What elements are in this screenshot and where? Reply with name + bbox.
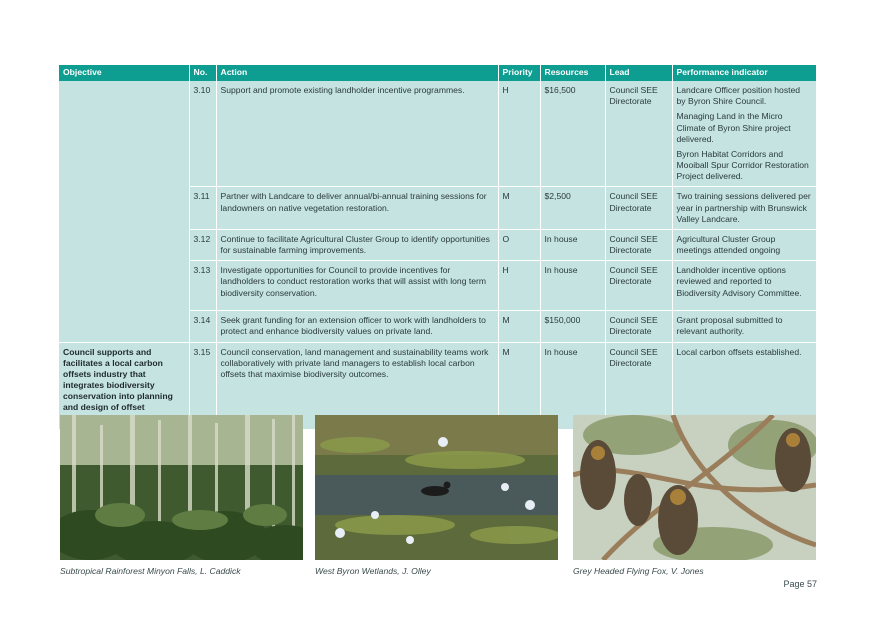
row-number: 3.12: [189, 229, 216, 260]
performance-line: Managing Land in the Micro Climate of Byron Shire project delivered.: [676, 111, 791, 144]
performance-line: Agricultural Cluster Group meetings attended ongoing: [676, 233, 781, 256]
row-lead: Council SEE Directorate: [605, 187, 672, 230]
header-action: Action: [216, 65, 498, 81]
rainforest-image: [60, 415, 303, 560]
row-lead: Council SEE Directorate: [605, 342, 672, 429]
page-number: Page 57: [783, 579, 817, 589]
wetlands-image: [315, 415, 558, 560]
row-priority: M: [498, 187, 540, 230]
performance-line: Local carbon offsets established.: [676, 346, 802, 357]
photo-caption: Grey Headed Flying Fox, V. Jones: [573, 566, 704, 576]
header-lead: Lead: [605, 65, 672, 81]
photo-caption: Subtropical Rainforest Minyon Falls, L. Caddick: [60, 566, 241, 576]
wetlands-photo: [315, 415, 558, 560]
row-lead: Council SEE Directorate: [605, 81, 672, 187]
header-objective: Objective: [59, 65, 189, 81]
row-priority: M: [498, 311, 540, 342]
objective-cell: [59, 81, 189, 342]
performance-line: Landcare Officer position hosted by Byron Shire Council.: [676, 85, 801, 107]
flying-fox-photo: [573, 415, 816, 560]
row-resources: $16,500: [540, 81, 605, 187]
row-number: 3.15: [189, 342, 216, 429]
table-row: [59, 81, 816, 187]
row-performance: [672, 81, 816, 187]
header-performance-indicator: Performance indicator: [672, 65, 816, 81]
header-priority: Priority: [498, 65, 540, 81]
performance-line: Two training sessions delivered per year in partnership with Brunswick Valley Landcare.: [676, 191, 811, 224]
performance-line: Byron Habitat Corridors and Mooiball Spur Corridor Restoration Project delivered.: [676, 148, 809, 182]
row-resources: In house: [540, 261, 605, 311]
objective-cell: Council supports and facilitates a local carbon offsets industry that integrates biodiversity conservation into planning and design of offset: [59, 342, 189, 429]
header-resources: Resources: [540, 65, 605, 81]
row-priority: O: [498, 229, 540, 260]
row-action: Partner with Landcare to deliver annual/bi-annual training sessions for landowners on native vegetation restoration.: [216, 187, 498, 230]
row-action: Continue to facilitate Agricultural Cluster Group to identify opportunities for sustainable farming improvements.: [216, 229, 498, 260]
row-number: 3.14: [189, 311, 216, 342]
row-resources: $150,000: [540, 311, 605, 342]
row-action: Council conservation, land management and sustainability teams work collaboratively with private land managers to establish local carbon offsets that maximise biodiversity outcomes.: [216, 342, 498, 429]
row-lead: Council SEE Directorate: [605, 229, 672, 260]
row-performance: [672, 261, 816, 311]
row-lead: Council SEE Directorate: [605, 311, 672, 342]
row-number: 3.10: [189, 81, 216, 187]
row-action: Investigate opportunities for Council to provide incentives for landholders to conduct restoration works that will assist with long term biodiversity conservation.: [216, 261, 498, 311]
action-plan-table: [59, 65, 817, 430]
performance-line: Landholder incentive options reviewed and reported to Biodiversity Advisory Committee.: [676, 265, 802, 298]
row-priority: M: [498, 342, 540, 429]
performance-line: Grant proposal submitted to relevant authority.: [676, 315, 783, 337]
row-number: 3.13: [189, 261, 216, 311]
row-action: Support and promote existing landholder incentive programmes.: [216, 81, 498, 187]
header-no: No.: [189, 65, 216, 81]
row-number: 3.11: [189, 187, 216, 230]
row-action: Seek grant funding for an extension officer to work with landholders to protect and enhance biodiversity values on private land.: [216, 311, 498, 342]
photo-caption: West Byron Wetlands, J. Olley: [315, 566, 431, 576]
row-priority: H: [498, 261, 540, 311]
row-priority: H: [498, 81, 540, 187]
row-performance: [672, 229, 816, 260]
row-resources: $2,500: [540, 187, 605, 230]
rainforest-photo: [60, 415, 303, 560]
row-performance: [672, 311, 816, 342]
row-performance: [672, 187, 816, 230]
table-header-row: [59, 65, 816, 81]
flying-fox-image: [573, 415, 816, 560]
row-resources: In house: [540, 229, 605, 260]
row-lead: Council SEE Directorate: [605, 261, 672, 311]
row-resources: In house: [540, 342, 605, 429]
